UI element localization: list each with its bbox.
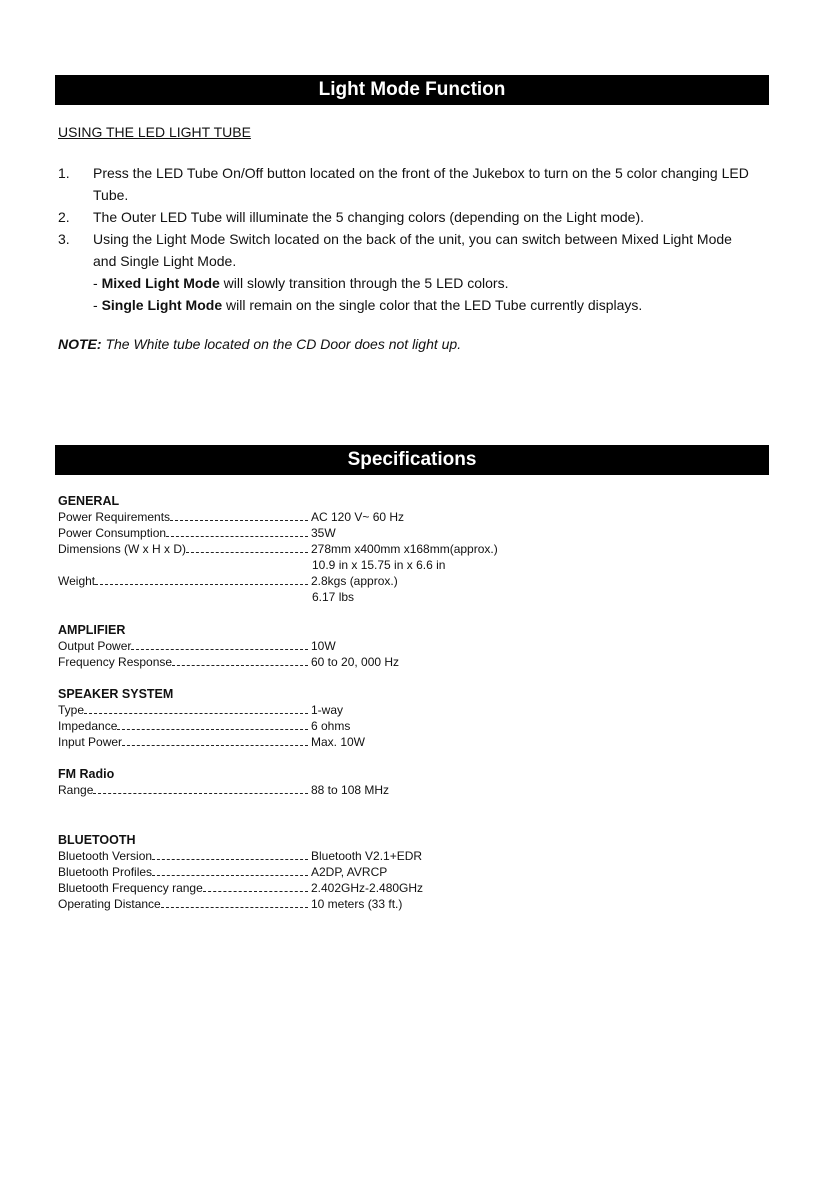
mode-desc: will remain on the single color that the LED Tube currently displays. <box>222 297 643 313</box>
mode-name: Mixed Light Mode <box>101 275 220 291</box>
mixed-mode-description <box>58 272 758 294</box>
step-number: 1. <box>58 165 70 181</box>
step-number: 2. <box>58 209 70 225</box>
note-text: The White tube located on the CD Door does not light up. <box>101 336 462 352</box>
spec-label: Weight <box>58 574 96 588</box>
specifications-banner <box>55 445 769 475</box>
spec-value: AC 120 V~ 60 Hz <box>311 510 405 524</box>
spec-label: Operating Distance <box>58 897 161 911</box>
spec-row <box>58 525 618 541</box>
spec-label: Power Consumption <box>58 526 167 540</box>
leader-line <box>122 734 308 746</box>
spec-row <box>58 654 618 670</box>
spec-value: 10 meters (33 ft.) <box>311 897 403 911</box>
mode-desc: will slowly transition through the 5 LED colors. <box>219 275 509 291</box>
spec-label: Type <box>58 703 85 717</box>
leader-line <box>186 541 308 553</box>
group-title: BLUETOOTH <box>58 833 136 847</box>
leader-line <box>117 718 308 730</box>
general-specs <box>58 493 618 605</box>
spec-value: 2.8kgs (approx.) <box>311 574 398 588</box>
leader-line <box>84 702 308 714</box>
mode-name: Single Light Mode <box>101 297 223 313</box>
spec-row <box>58 509 618 525</box>
spec-label: Dimensions (W x H x D) <box>58 542 187 556</box>
spec-row-continued <box>58 557 618 573</box>
spec-value: A2DP, AVRCP <box>311 865 388 879</box>
spec-label: Power Requirements <box>58 510 171 524</box>
speaker-specs <box>58 686 618 750</box>
bullet-dash: - <box>93 297 102 313</box>
leader-line <box>166 525 308 537</box>
leader-line <box>170 509 308 521</box>
light-mode-title: Light Mode Function <box>318 79 506 100</box>
led-tube-subheading: USING THE LED LIGHT TUBE <box>58 124 251 140</box>
spec-row <box>58 734 618 750</box>
spec-row <box>58 718 618 734</box>
note <box>58 336 461 352</box>
spec-label: Input Power <box>58 735 123 749</box>
step-text: The Outer LED Tube will illuminate the 5 changing colors (depending on the Light mode). <box>93 209 644 225</box>
bullet-dash: - <box>93 275 102 291</box>
spec-value-extra: 6.17 lbs <box>312 590 355 604</box>
leader-line <box>161 896 308 908</box>
spec-row <box>58 782 618 798</box>
bluetooth-specs <box>58 832 618 912</box>
note-label: NOTE: <box>58 336 102 352</box>
leader-line <box>95 573 308 585</box>
instruction-steps <box>58 162 758 316</box>
step-text: Press the LED Tube On/Off button located on the front of the Jukebox to turn on the 5 color changing LED Tube. <box>93 165 749 203</box>
step-number: 3. <box>58 231 70 247</box>
spec-value: 88 to 108 MHz <box>311 783 390 797</box>
single-mode-description <box>58 294 758 316</box>
group-title: GENERAL <box>58 494 120 508</box>
spec-value: 278mm x400mm x168mm(approx.) <box>311 542 498 556</box>
group-title: FM Radio <box>58 767 115 781</box>
spec-label: Frequency Response <box>58 655 173 669</box>
spec-row <box>58 638 618 654</box>
spec-value: 6 ohms <box>311 719 351 733</box>
amplifier-specs <box>58 622 618 670</box>
spec-value: 35W <box>311 526 336 540</box>
spec-row-continued <box>58 589 618 605</box>
spec-value: Max. 10W <box>311 735 366 749</box>
leader-line <box>131 638 308 650</box>
leader-line <box>203 880 308 892</box>
group-title: SPEAKER SYSTEM <box>58 687 174 701</box>
spec-value: Bluetooth V2.1+EDR <box>311 849 423 863</box>
spec-value: 2.402GHz-2.480GHz <box>311 881 424 895</box>
step-2 <box>58 206 758 228</box>
specifications-title: Specifications <box>347 449 477 470</box>
spec-label: Range <box>58 783 94 797</box>
spec-value: 10W <box>311 639 336 653</box>
spec-row <box>58 880 618 896</box>
spec-row <box>58 848 618 864</box>
spec-value: 1-way <box>311 703 344 717</box>
spec-value: 60 to 20, 000 Hz <box>311 655 400 669</box>
spec-row <box>58 864 618 880</box>
fm-radio-specs <box>58 766 618 798</box>
spec-row <box>58 702 618 718</box>
step-3 <box>58 228 758 272</box>
leader-line <box>152 848 308 860</box>
spec-label: Output Power <box>58 639 132 653</box>
spec-row <box>58 541 618 557</box>
spec-row <box>58 896 618 912</box>
leader-line <box>172 654 308 666</box>
spec-label: Bluetooth Frequency range <box>58 881 203 895</box>
spec-label: Bluetooth Version <box>58 849 153 863</box>
leader-line <box>152 864 308 876</box>
spec-label: Bluetooth Profiles <box>58 865 153 879</box>
spec-row <box>58 573 618 589</box>
group-title: AMPLIFIER <box>58 623 126 637</box>
light-mode-banner <box>55 75 769 105</box>
leader-line <box>93 782 308 794</box>
step-text: Using the Light Mode Switch located on the back of the unit, you can switch between Mixed Light Mode and Single Light Mode. <box>93 231 732 269</box>
spec-label: Impedance <box>58 719 118 733</box>
spec-value-extra: 10.9 in x 15.75 in x 6.6 in <box>312 558 446 572</box>
step-1 <box>58 162 758 206</box>
